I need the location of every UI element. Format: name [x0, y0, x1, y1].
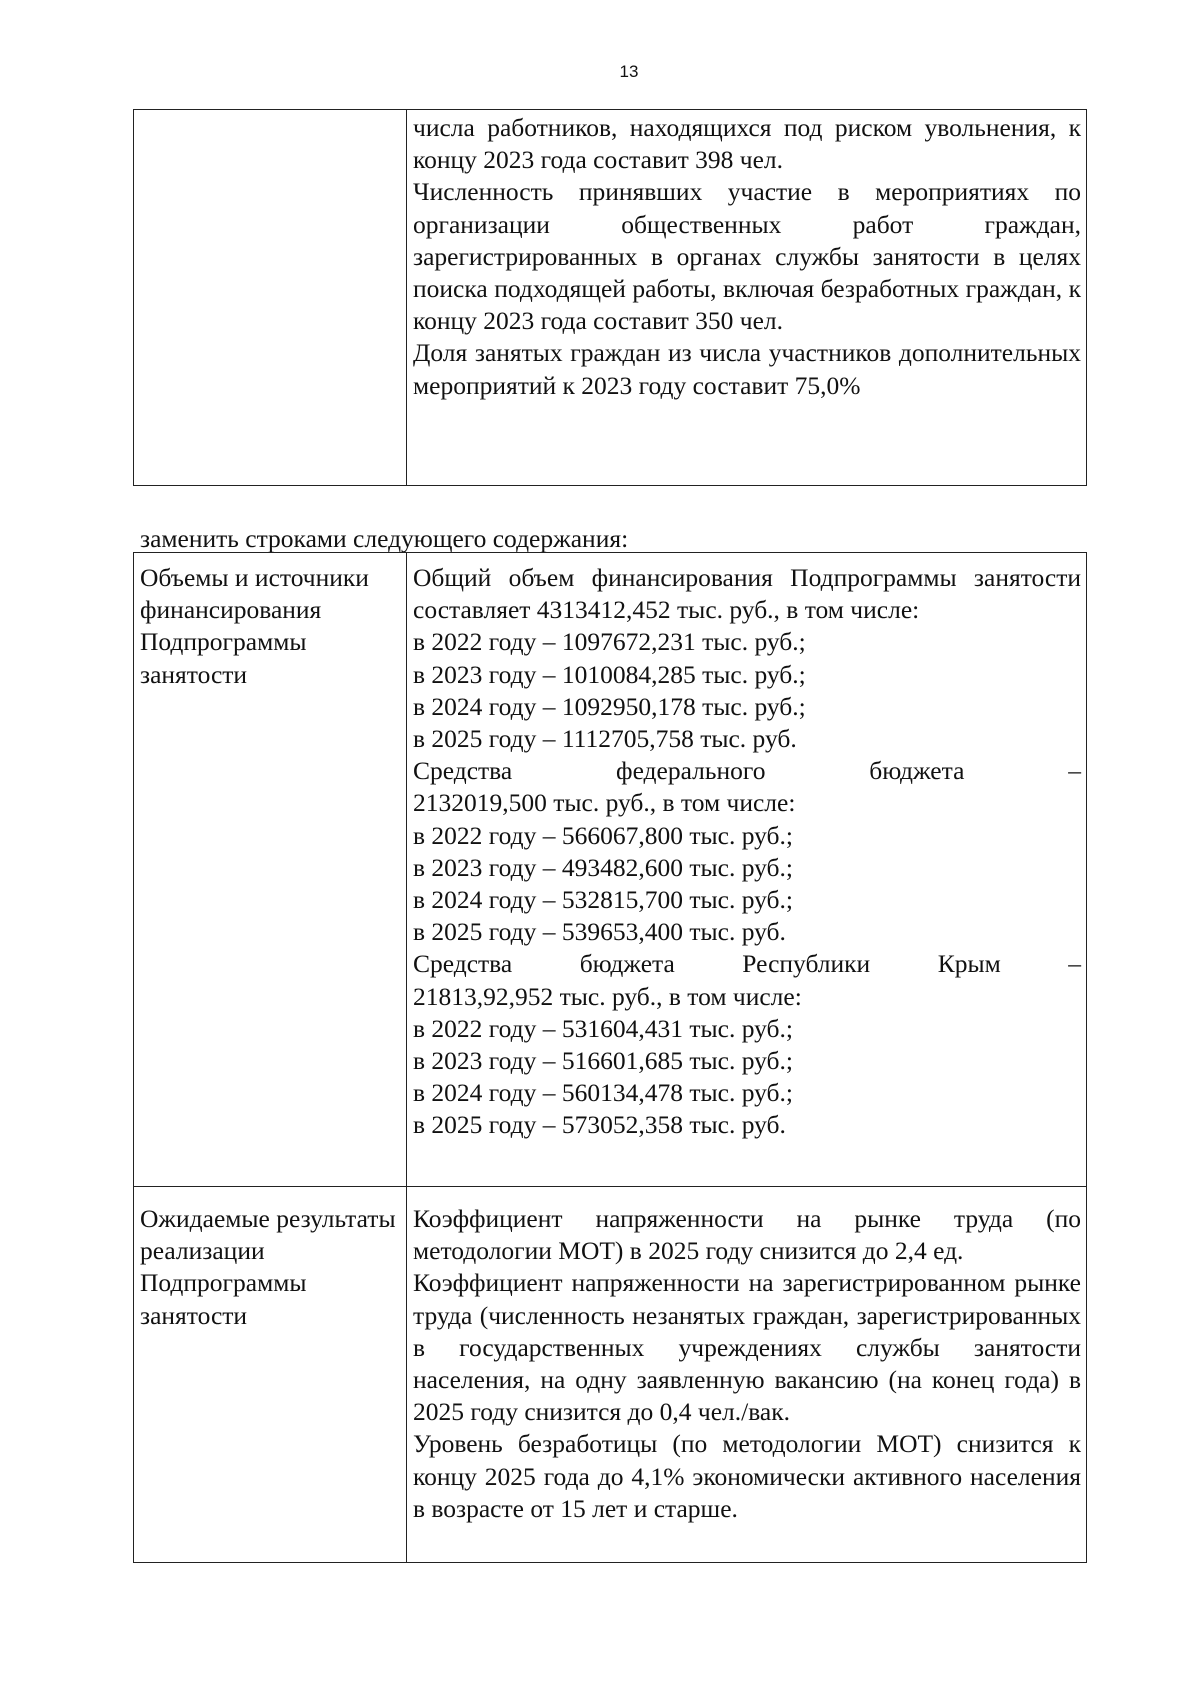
total-year-2023: в 2023 году – 1010084,285 тыс. руб.;	[413, 659, 806, 689]
row-label-results	[134, 1187, 407, 1563]
total-year-2022: в 2022 году – 1097672,231 тыс. руб.;	[413, 627, 806, 657]
result-paragraph-1: Коэффициент напряженности на рынке труда (по методологии МОТ) в 2025 году снизится до 2,4 ед.	[413, 1204, 1081, 1266]
federal-year-2025: в 2025 году – 539653,400 тыс. руб.	[413, 917, 786, 947]
old-table-right-cell	[407, 110, 1087, 486]
replacement-intro-text: заменить строками следующего содержания:	[140, 524, 629, 553]
total-year-2024: в 2024 году – 1092950,178 тыс. руб.;	[413, 691, 806, 721]
old-table-left-cell	[134, 110, 407, 486]
regional-year-2023: в 2023 году – 516601,685 тыс. руб.;	[413, 1046, 793, 1076]
table-row	[134, 110, 1087, 486]
row-label-financing	[134, 553, 407, 1187]
financing-total-intro: Общий объем финансирования Подпрограммы занятости составляет 4313412,452 тыс. руб., в том числе:	[413, 563, 1081, 625]
results-content-cell	[407, 1187, 1087, 1563]
result-paragraph-3: Уровень безработицы (по методологии МОТ) снизится к концу 2025 года до 4,1% экономически активного населения в возрасте от 15 лет и старше.	[413, 1429, 1081, 1523]
results-label: Ожидаемые результаты реализации Подпрограммы занятости	[140, 1204, 396, 1330]
financing-label: Объемы и источники финансирования Подпрограммы занятости	[140, 563, 369, 689]
federal-budget-total: 2132019,500 тыс. руб., в том числе:	[413, 788, 796, 818]
table-row	[134, 553, 1087, 1187]
table-row	[134, 1187, 1087, 1563]
regional-budget-total: 21813,92,952 тыс. руб., в том числе:	[413, 981, 802, 1011]
regional-budget-heading: Средства бюджета Республики Крым –	[413, 949, 1081, 979]
old-passport-table	[133, 109, 1087, 486]
old-paragraph-2: Численность принявших участие в мероприятиях по организации общественных работ граждан, зарегистрированных в органах службы занятости в целях поиска подходящей работы, включая безработных граждан, к концу 2023 года составит 350 чел.	[413, 177, 1081, 336]
federal-budget-heading: Средства федерального бюджета –	[413, 756, 1081, 786]
federal-year-2024: в 2024 году – 532815,700 тыс. руб.;	[413, 885, 793, 915]
regional-year-2025: в 2025 году – 573052,358 тыс. руб.	[413, 1110, 786, 1140]
total-year-2025: в 2025 году – 1112705,758 тыс. руб.	[413, 724, 797, 754]
new-passport-table	[133, 552, 1087, 1563]
old-paragraph-1: числа работников, находящихся под риском увольнения, к концу 2023 года составит 398 чел.	[413, 113, 1081, 175]
financing-content-cell	[407, 553, 1087, 1187]
federal-year-2023: в 2023 году – 493482,600 тыс. руб.;	[413, 852, 793, 882]
regional-year-2022: в 2022 году – 531604,431 тыс. руб.;	[413, 1013, 793, 1043]
old-paragraph-3: Доля занятых граждан из числа участников дополнительных мероприятий к 2023 году составит 75,0%	[413, 338, 1081, 400]
federal-year-2022: в 2022 году – 566067,800 тыс. руб.;	[413, 820, 793, 850]
regional-year-2024: в 2024 году – 560134,478 тыс. руб.;	[413, 1078, 793, 1108]
result-paragraph-2: Коэффициент напряженности на зарегистрированном рынке труда (численность незанятых граждан, зарегистрированных в государственных учреждениях службы занятости населения, на одну заявленную вакансию (на конец года) в 2025 году снизится до 0,4 чел./вак.	[413, 1268, 1081, 1427]
page-number: 13	[619, 62, 639, 81]
